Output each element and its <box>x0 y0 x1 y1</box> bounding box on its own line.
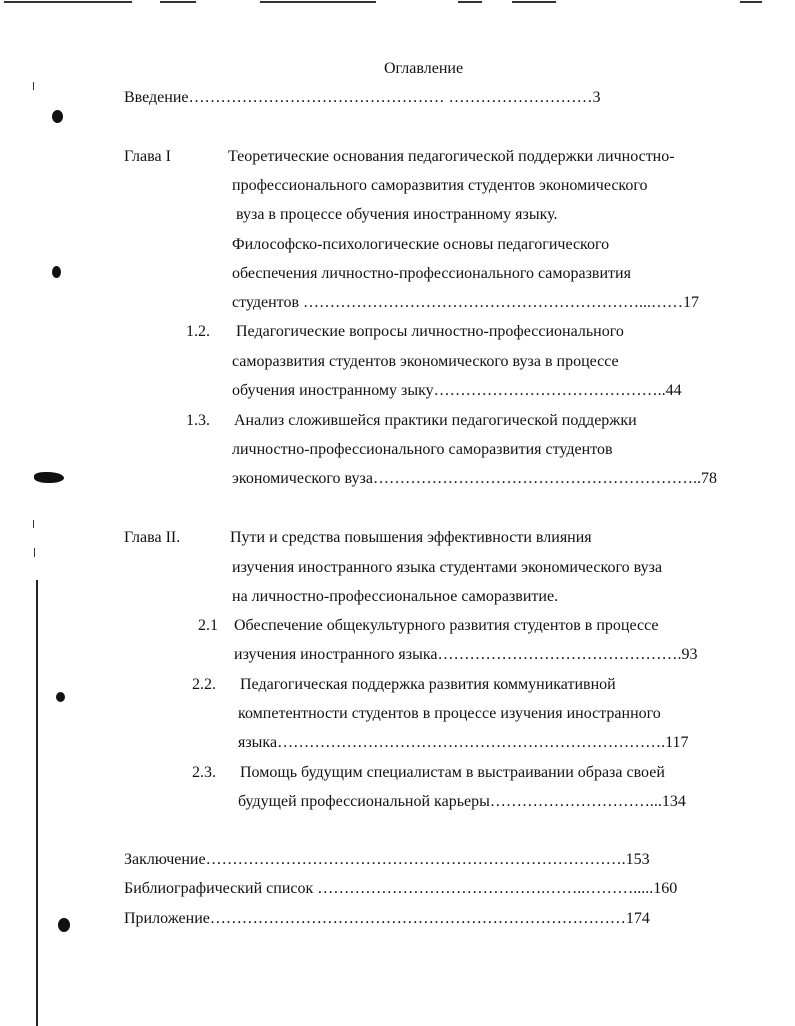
page-number: 117 <box>665 734 689 751</box>
section-1-3-line: личностно-профессионального саморазвития студентов <box>232 441 613 458</box>
entry-label: обучения иностранному зыку <box>232 382 434 399</box>
page-number: 134 <box>661 793 686 810</box>
chapter-2-heading-line: на личностно-профессиональное саморазвитие. <box>232 588 559 605</box>
scan-mark <box>4 1 132 3</box>
section-1-2-line: Педагогические вопросы личностно-профессионального <box>236 323 624 340</box>
section-2-2-line: компетентности студентов в процессе изучения иностранного <box>238 705 661 722</box>
section-1-2-line: саморазвития студентов экономического вуза в процессе <box>232 353 619 370</box>
punch-hole <box>58 918 70 932</box>
chapter-1-heading-line: профессионального саморазвития студентов экономического <box>232 177 648 194</box>
leader-dots: …………………………………………………….. <box>372 470 701 487</box>
leader-dots: ………………………………………… ……………………… <box>188 89 593 106</box>
page-number: 3 <box>592 89 601 106</box>
section-2-3-line: Помощь будущим специалистам в выстраивании образа своей <box>240 764 665 781</box>
section-1-1-line: обеспечения личностно-профессионального саморазвития <box>232 265 631 282</box>
entry-label: Библиографический список <box>124 880 314 897</box>
page-number: 78 <box>700 470 717 487</box>
chapter-2-heading-line: Пути и средства повышения эффективности влияния <box>230 529 592 546</box>
page-number: 17 <box>683 294 700 311</box>
scan-mark <box>34 548 35 557</box>
entry-label: Приложение <box>124 910 210 927</box>
section-number: 2.2. <box>192 676 216 693</box>
entry-label: изучения иностранного языка <box>234 646 438 663</box>
entry-label: Заключение <box>124 851 206 868</box>
scan-mark <box>512 1 556 3</box>
leader-dots: …………………………... <box>489 793 662 810</box>
section-2-1-line: Обеспечение общекультурного развития студентов в процессе <box>234 617 659 634</box>
scan-mark <box>740 1 762 3</box>
section-number: 1.3. <box>186 412 210 429</box>
toc-entry-bibliography[interactable] <box>124 880 677 898</box>
leader-dots: ………………………………………. <box>437 646 682 663</box>
punch-hole <box>34 472 64 483</box>
toc-entry-1-2[interactable] <box>232 382 682 400</box>
toc-entry-appendix[interactable] <box>124 910 650 928</box>
punch-hole <box>52 266 61 278</box>
leader-dots: …………………………………………………………………… <box>209 910 626 927</box>
page-number: 93 <box>681 646 698 663</box>
chapter-1-heading-line: вуза в процессе обучения иностранному языку. <box>236 206 558 223</box>
section-number: 2.1 <box>198 617 218 634</box>
page-number: 174 <box>625 910 650 927</box>
section-1-3-line: Анализ сложившейся практики педагогической поддержки <box>234 412 637 429</box>
chapter-1-heading-line: Теоретические основания педагогической поддержки личностно- <box>228 148 675 165</box>
toc-title: Оглавление <box>384 60 464 77</box>
punch-hole <box>56 692 65 702</box>
entry-label: Введение <box>124 89 189 106</box>
scan-mark <box>260 1 376 3</box>
section-1-1-line: Философско-психологические основы педагогического <box>232 236 610 253</box>
leader-dots: ………………………………………………………………. <box>277 734 666 751</box>
toc-entry-conclusion[interactable] <box>124 851 650 869</box>
scan-mark <box>458 1 482 3</box>
leader-dots: ……………………………………………………………………. <box>205 851 626 868</box>
section-2-2-line: Педагогическая поддержка развития коммуникативной <box>240 676 616 693</box>
toc-entry-2-2[interactable] <box>238 734 688 752</box>
leader-dots: …………………………………….……..………..... <box>313 880 654 897</box>
toc-entry-2-1[interactable] <box>234 646 697 664</box>
page-number: 44 <box>665 382 682 399</box>
page-number: 160 <box>653 880 678 897</box>
toc-entry-1-3[interactable] <box>232 470 717 488</box>
leader-dots: ………………………………………………………...…… <box>299 294 684 311</box>
chapter-2-label: Глава II. <box>124 529 181 546</box>
toc-entry-1-1[interactable] <box>232 294 699 312</box>
entry-label: будущей профессиональной карьеры <box>238 793 490 810</box>
leader-dots: …………………………………….. <box>433 382 666 399</box>
section-number: 1.2. <box>186 323 210 340</box>
section-number: 2.3. <box>192 764 216 781</box>
scan-mark <box>33 82 34 90</box>
entry-label: студентов <box>232 294 300 311</box>
chapter-1-label: Глава I <box>124 148 171 165</box>
scan-edge <box>36 580 38 1026</box>
toc-entry-intro[interactable] <box>124 89 601 107</box>
chapter-2-heading-line: изучения иностранного языка студентами экономического вуза <box>232 559 663 576</box>
page-number: 153 <box>625 851 650 868</box>
toc-entry-2-3[interactable] <box>238 793 686 811</box>
punch-hole <box>52 110 63 123</box>
entry-label: экономического вуза <box>232 470 373 487</box>
scan-mark <box>33 520 34 528</box>
scan-mark <box>160 1 196 3</box>
entry-label: языка <box>238 734 278 751</box>
